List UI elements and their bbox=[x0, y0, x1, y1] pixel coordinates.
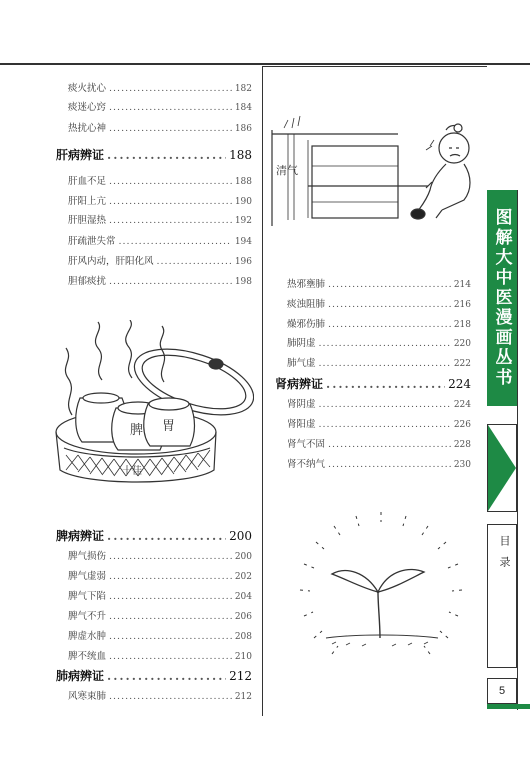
toc-entry[interactable]: 肾阳虚 ..... 226 bbox=[287, 416, 471, 430]
top-rule bbox=[0, 63, 530, 65]
toc-entry[interactable]: 热邪壅肺 ..... 214 bbox=[287, 276, 471, 290]
toc-entry[interactable]: 肝血不足 ..... 188 bbox=[68, 173, 252, 187]
toc-entry[interactable]: 肝疏泄失常 ..... 194 bbox=[68, 233, 252, 247]
toc-entry[interactable]: 脾气下陷 ..... 204 bbox=[68, 588, 252, 602]
toc-heading-lung[interactable]: 肺病辨证 ..... 212 bbox=[56, 667, 252, 684]
toc-entry[interactable]: 燥邪伤肺 ..... 218 bbox=[287, 316, 471, 330]
toc-heading-spleen[interactable]: 脾病辨证 ..... 200 bbox=[56, 527, 252, 544]
toc-entry[interactable]: 脾气不升 ..... 206 bbox=[68, 608, 252, 622]
toc-entry[interactable]: 热扰心神 ..... 186 bbox=[68, 120, 252, 134]
section-label-box bbox=[487, 524, 517, 668]
toc-entry[interactable]: 胆郁痰扰 ..... 198 bbox=[68, 273, 252, 287]
toc-entry[interactable]: 肝风内动，肝阳化风 ..... 196 bbox=[68, 253, 252, 267]
toc-entry[interactable]: 脾不统血 ..... 210 bbox=[68, 648, 252, 662]
right-panel-top-border bbox=[262, 66, 487, 67]
toc-entry[interactable]: 肺气虚 ..... 222 bbox=[287, 355, 471, 369]
page-number: 5 bbox=[487, 678, 517, 704]
sprout-illustration bbox=[296, 508, 466, 668]
toc-entry[interactable]: 肺阴虚 ..... 220 bbox=[287, 335, 471, 349]
sidebar-edge-line bbox=[517, 190, 518, 710]
toc-entry[interactable]: 痰浊阻肺 ..... 216 bbox=[287, 296, 471, 310]
toc-heading-liver[interactable]: 肝病辨证 ..... 188 bbox=[56, 146, 252, 163]
toc-entry[interactable]: 脾气虚弱 ..... 202 bbox=[68, 568, 252, 582]
sidebar bbox=[487, 190, 530, 710]
boy-pulling-gate-illustration bbox=[268, 110, 480, 230]
toc-entry[interactable]: 肝胆湿热 ..... 192 bbox=[68, 212, 252, 226]
toc-entry[interactable]: 肾不纳气 ..... 230 bbox=[287, 456, 471, 470]
toc-entry[interactable]: 痰迷心窍 ..... 184 bbox=[68, 99, 252, 113]
toc-entry[interactable]: 脾气损伤 ..... 200 bbox=[68, 548, 252, 562]
green-triangle-icon bbox=[488, 425, 516, 511]
toc-entry[interactable]: 脾虚水肿 ..... 208 bbox=[68, 628, 252, 642]
toc-entry[interactable]: 肝阳上亢 ..... 190 bbox=[68, 193, 252, 207]
basket-label: 十佳 bbox=[122, 466, 142, 477]
toc-heading-kidney[interactable]: 肾病辨证 ..... 224 bbox=[275, 375, 471, 392]
section-marker bbox=[487, 424, 517, 512]
section-label: 目录 bbox=[498, 535, 511, 577]
steamer-basket-illustration bbox=[44, 320, 254, 490]
gate-label: 清气 bbox=[276, 164, 298, 177]
sidebar-accent-bar bbox=[487, 704, 530, 709]
toc-entry[interactable]: 痰火扰心 ..... 182 bbox=[68, 80, 252, 94]
series-title: 图解大中医漫画丛书 bbox=[487, 190, 517, 406]
jar-label-spleen: 脾 bbox=[130, 423, 144, 438]
jar-label-stomach: 胃 bbox=[162, 419, 176, 434]
column-divider bbox=[262, 66, 263, 716]
toc-entry[interactable]: 风寒束肺 ..... 212 bbox=[68, 688, 252, 702]
toc-entry[interactable]: 肾气不固 ..... 228 bbox=[287, 436, 471, 450]
toc-entry[interactable]: 肾阴虚 ..... 224 bbox=[287, 396, 471, 410]
